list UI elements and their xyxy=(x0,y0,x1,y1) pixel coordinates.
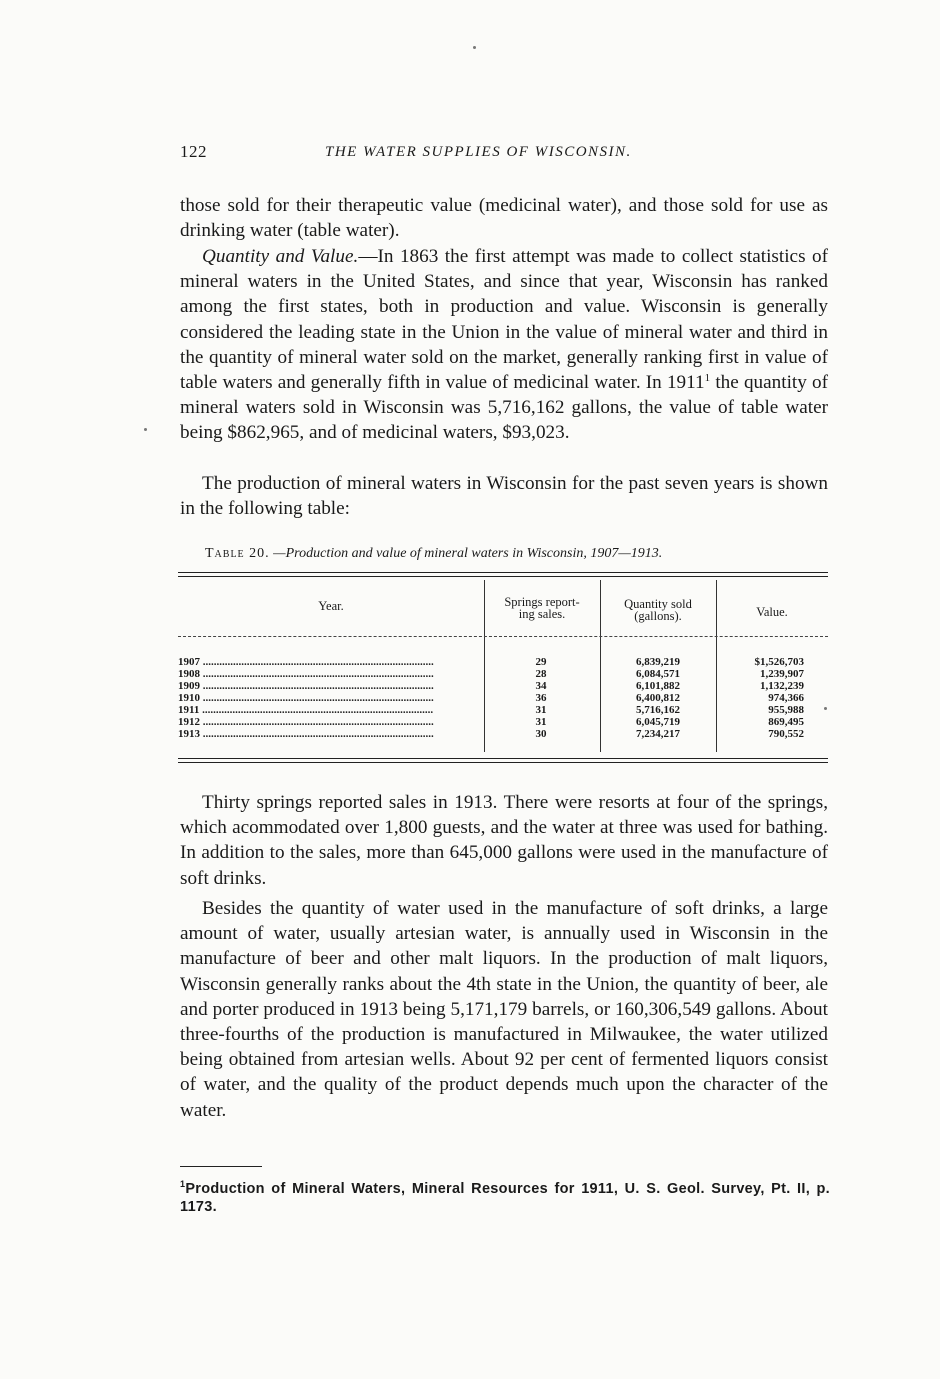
cell-year: 1908 ..... xyxy=(178,668,478,680)
cell-value: 1,132,239 xyxy=(760,680,804,692)
cell-value: $1,526,703 xyxy=(754,656,804,668)
cell-quantity: 6,084,571 xyxy=(636,668,680,680)
paragraph-malt-liquors: Besides the quantity of water used in the manufacture of soft drinks, a large amount of water, usually artesian water, is annually used in Wisconsin in the manufacture of beer and other malt liquors. In the production of malt liquors, Wisconsin generally ranks about the 4th state in the Union, the quantity of beer, ale and porter produced in 1913 being 5,171,179 barrels, or 160,306,549 gallons. About three-fourths of the production is manufactured in Milwaukee, the water utilized being obtained from artesian wells. About 92 per cent of fermented liquors consist of water, and the quality of the product depends much upon the character of the water. xyxy=(180,898,828,1121)
paragraph-springs-sales: Thirty springs reported sales in 1913. There were resorts at four of the springs, which acommodated over 1,800 guests, and the water at three was used for bathing. In addition to the sales, more than 645,000 gallons were used in the manufacture of soft drinks. xyxy=(180,792,828,889)
cell-springs: 31 xyxy=(535,716,547,728)
footnote-text: Production of Mineral Waters, Mineral Resources for 1911, U. S. Geol. Survey, Pt. II, p. 1173. xyxy=(180,1181,830,1215)
print-speck xyxy=(144,428,147,431)
cell-springs: 28 xyxy=(535,668,547,680)
footnote-marker: 1 xyxy=(180,1179,186,1189)
column-header-year: Year. xyxy=(318,599,344,613)
table-row xyxy=(178,692,828,704)
cell-quantity: 6,045,719 xyxy=(636,716,680,728)
table-bottom-rule xyxy=(178,762,828,763)
table-label: Table 20. xyxy=(205,546,270,561)
running-title: THE WATER SUPPLIES OF WISCONSIN. xyxy=(325,144,632,160)
header-separator xyxy=(178,636,828,637)
cell-value: 869,495 xyxy=(768,716,804,728)
footnote-rule xyxy=(180,1166,262,1167)
cell-quantity: 6,101,882 xyxy=(636,680,680,692)
table-row xyxy=(178,668,828,680)
cell-quantity: 5,716,162 xyxy=(636,704,680,716)
header-line: ing sales. xyxy=(518,607,566,621)
cell-springs: 30 xyxy=(535,728,547,740)
table-caption xyxy=(205,546,825,562)
paragraph-text: —In 1863 the first attempt was made to collect statistics of mineral waters in the United States, and since that year, Wisconsin has ranked among the first states, both in production and value. Wisconsin is generally considered the leading state in the Union in the value of mineral water and third in the quantity of mineral water sold on the market, generally ranking first in value of table waters and generally fifth in value of medicinal water. In 1911 xyxy=(180,246,829,394)
paragraph-continuation: those sold for their therapeutic value (medicinal water), and those sold for use as drinking water (table water). xyxy=(180,195,828,242)
table-body xyxy=(178,656,828,740)
table-bottom-rule xyxy=(178,758,828,759)
print-speck xyxy=(824,707,827,710)
paragraph-table-intro: The production of mineral waters in Wisconsin for the past seven years is shown in the following table: xyxy=(180,473,828,520)
cell-year: 1909 ..... xyxy=(178,680,478,692)
table-row xyxy=(178,728,828,740)
cell-year: 1913 ..... xyxy=(178,728,478,740)
column-header-quantity xyxy=(600,598,716,622)
table-row xyxy=(178,704,828,716)
mineral-waters-table xyxy=(178,572,828,768)
print-speck xyxy=(473,46,476,49)
cell-year: 1911 ..... xyxy=(178,704,478,716)
table-row xyxy=(178,656,828,668)
cell-springs: 29 xyxy=(535,656,547,668)
cell-quantity: 6,839,219 xyxy=(636,656,680,668)
cell-quantity: 6,400,812 xyxy=(636,692,680,704)
cell-value: 790,552 xyxy=(768,728,804,740)
table-top-rule xyxy=(178,572,828,573)
table-row xyxy=(178,716,828,728)
cell-springs: 34 xyxy=(535,680,547,692)
table-row xyxy=(178,680,828,692)
cell-year: 1910 ..... xyxy=(178,692,478,704)
column-header-value: Value. xyxy=(756,605,788,619)
column-header-springs xyxy=(484,596,600,620)
cell-springs: 36 xyxy=(535,692,547,704)
cell-value: 1,239,907 xyxy=(760,668,804,680)
paragraph-quantity-and-value xyxy=(180,244,828,446)
paragraph-text: the quantity of mineral waters sold in Wisconsin was 5,716,162 gallons, the value of table water being $862,965, and of medicinal waters, $93,023. xyxy=(180,372,829,444)
header-line: Quantity sold xyxy=(624,597,692,611)
footnote-reference: 1 xyxy=(704,372,711,385)
section-lead-in: Quantity and Value. xyxy=(202,246,359,267)
cell-value: 974,366 xyxy=(768,692,804,704)
table-top-rule xyxy=(178,576,828,577)
cell-year: 1907 ..... xyxy=(178,656,478,668)
cell-value: 955,988 xyxy=(768,704,804,716)
page-header xyxy=(180,142,830,168)
cell-year: 1912 ..... xyxy=(178,716,478,728)
footnote xyxy=(180,1180,830,1216)
cell-springs: 31 xyxy=(535,704,547,716)
header-line: (gallons). xyxy=(634,609,682,623)
table-title: —Production and value of mineral waters in Wisconsin, 1907—1913. xyxy=(273,546,663,561)
header-line: Springs report- xyxy=(504,595,580,609)
cell-quantity: 7,234,217 xyxy=(636,728,680,740)
page-number: 122 xyxy=(180,142,207,161)
